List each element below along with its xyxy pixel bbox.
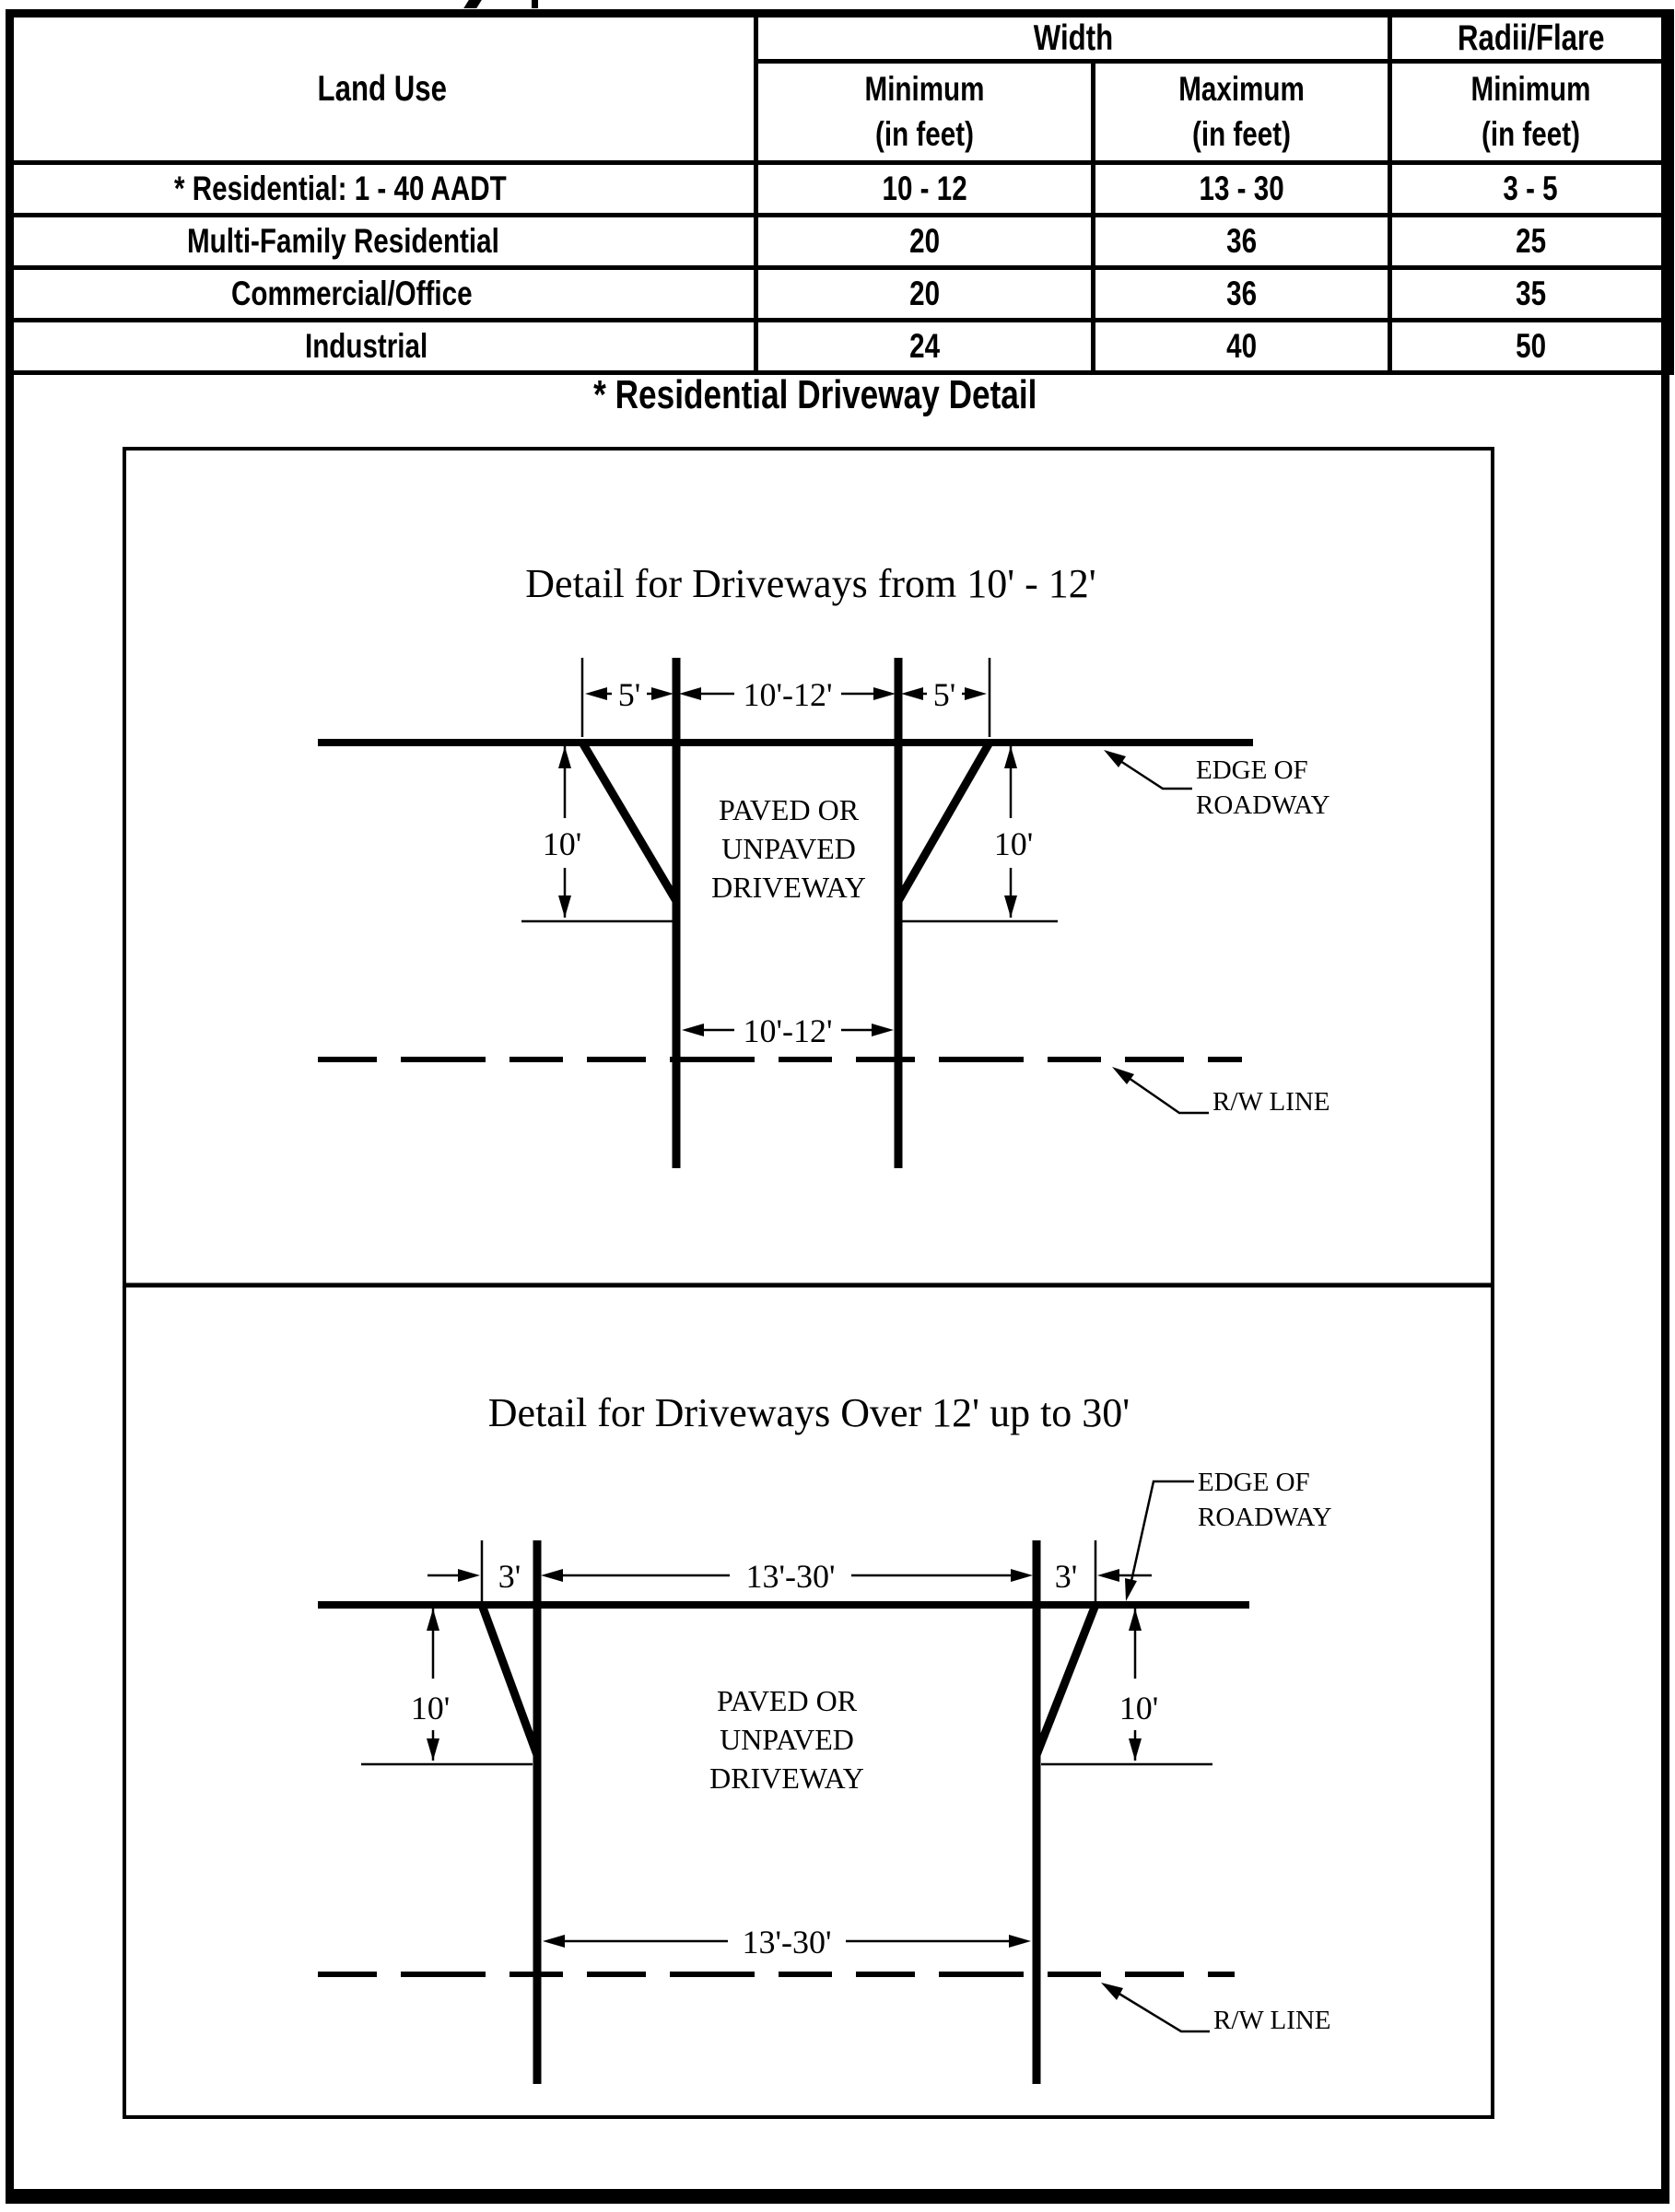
dim-arrow-left (679, 687, 701, 700)
dim-arrow-left (543, 1935, 565, 1948)
leader-arrow (1112, 1067, 1134, 1084)
cropped-title-fragment (532, 0, 538, 8)
leader-arrow (1101, 1983, 1123, 2000)
driveway-area-label: DRIVEWAY (711, 871, 866, 904)
rw-line-label: R/W LINE (1213, 2006, 1331, 2035)
dim-width-bottom: 13'-30' (742, 1924, 832, 1960)
radii-min-value: 50 (1516, 327, 1546, 365)
width-max-subheader-cell (1094, 62, 1390, 163)
diagram2-title: Detail for Driveways Over 12' up to 30' (487, 1390, 1130, 1435)
land-use-value: * Residential: 1 - 40 AADT (174, 170, 507, 207)
driveway-area-label: PAVED OR (718, 793, 860, 826)
dim-width-top: 13'-30' (745, 1558, 836, 1595)
dim-depth-left: 10' (542, 825, 582, 862)
width-min-value: 20 (909, 275, 940, 312)
radii-min-value: 3 - 5 (1503, 170, 1559, 207)
dim-arrow-left (585, 687, 607, 700)
dim-depth-right: 10' (993, 825, 1034, 862)
dim-arrow-down (558, 895, 571, 918)
dim-arrow-right (1011, 1569, 1033, 1582)
leader-line (1118, 1993, 1210, 2031)
dim-arrow-down (427, 1738, 439, 1761)
width-min-subheader-cell (756, 62, 1094, 163)
dim-flare-left: 5' (617, 676, 641, 713)
width-group-header-cell (756, 14, 1390, 62)
min-subheader: Minimum (1470, 69, 1591, 108)
radii-group-header: Radii/Flare (1457, 18, 1605, 58)
dim-arrow-left (901, 687, 923, 700)
table-row (8, 321, 1672, 373)
dim-arrow-right (458, 1569, 480, 1582)
leader-line (1131, 1481, 1194, 1581)
width-min-value: 24 (909, 327, 940, 365)
radii-min-value: 25 (1516, 222, 1546, 260)
driveway-area-label: UNPAVED (721, 832, 856, 865)
width-group-header: Width (1033, 18, 1113, 58)
leader-line (1129, 1078, 1209, 1113)
max-subheader: Maximum (1178, 69, 1305, 108)
unit-subheader: (in feet) (1482, 114, 1580, 153)
radii-group-header-cell (1390, 14, 1672, 62)
width-max-value: 40 (1226, 327, 1257, 365)
dim-arrow-left (541, 1569, 563, 1582)
width-min-value: 10 - 12 (882, 170, 967, 207)
unit-subheader: (in feet) (875, 114, 974, 153)
flare-left (582, 743, 676, 901)
diagram1-title: Detail for Driveways from 10' - 12' (525, 561, 1096, 606)
dim-arrow-right (965, 687, 987, 700)
cropped-title-fragment (463, 0, 482, 8)
flare-left (482, 1605, 537, 1755)
dim-flare-right: 3' (1054, 1558, 1078, 1595)
land-use-value: Commercial/Office (231, 275, 473, 312)
dim-width-top: 10'-12' (743, 676, 833, 713)
dim-flare-left: 3' (498, 1558, 521, 1595)
dim-arrow-down (1004, 895, 1017, 918)
dim-arrow-left (682, 1024, 704, 1036)
dim-depth-left: 10' (410, 1690, 451, 1726)
edge-of-roadway-label: EDGE OF (1196, 755, 1308, 785)
driveway-area-label: DRIVEWAY (709, 1761, 864, 1795)
table-row (8, 163, 1672, 216)
width-max-value: 36 (1226, 222, 1257, 260)
dim-arrow-right (873, 687, 896, 700)
land-use-header-cell (8, 14, 756, 163)
leader-arrow (1125, 1578, 1137, 1601)
detail-diagram-13-30 (318, 1390, 1332, 2084)
radii-min-subheader-cell (1390, 62, 1672, 163)
dim-arrow-down (1129, 1738, 1142, 1761)
table-row (8, 268, 1672, 321)
residential-detail-caption-text: * Residential Driveway Detail (593, 372, 1037, 417)
flare-right (1037, 1605, 1095, 1755)
leader-line (1120, 761, 1192, 789)
leader-arrow (1104, 750, 1126, 767)
land-use-header: Land Use (317, 68, 447, 109)
dim-width-bottom: 10'-12' (743, 1012, 833, 1049)
rw-line-label: R/W LINE (1212, 1087, 1330, 1117)
table-row (8, 216, 1672, 268)
width-min-value: 20 (909, 222, 940, 260)
dim-arrow-right (1009, 1935, 1031, 1948)
driveway-area-label: UNPAVED (720, 1723, 854, 1756)
dim-flare-right: 5' (932, 676, 956, 713)
edge-of-roadway-label: ROADWAY (1196, 790, 1330, 820)
driveway-area-label: PAVED OR (716, 1684, 858, 1717)
detail-diagram-10-12 (318, 561, 1330, 1168)
land-use-value: Multi-Family Residential (186, 222, 499, 260)
land-use-value: Industrial (305, 327, 428, 365)
dim-arrow-left (1097, 1569, 1119, 1582)
flare-right (898, 743, 990, 901)
dim-arrow-right (651, 687, 674, 700)
driveway-detail-box (123, 447, 1494, 2119)
dim-arrow-right (872, 1024, 894, 1036)
min-subheader: Minimum (864, 69, 985, 108)
edge-of-roadway-label: EDGE OF (1198, 1468, 1310, 1497)
width-max-value: 36 (1226, 275, 1257, 312)
edge-of-roadway-label: ROADWAY (1198, 1503, 1332, 1532)
dim-depth-right: 10' (1119, 1690, 1159, 1726)
width-max-value: 13 - 30 (1199, 170, 1284, 207)
driveway-spec-table (6, 9, 1674, 375)
unit-subheader: (in feet) (1192, 114, 1291, 153)
radii-min-value: 35 (1516, 275, 1546, 312)
residential-detail-caption (0, 372, 1631, 418)
